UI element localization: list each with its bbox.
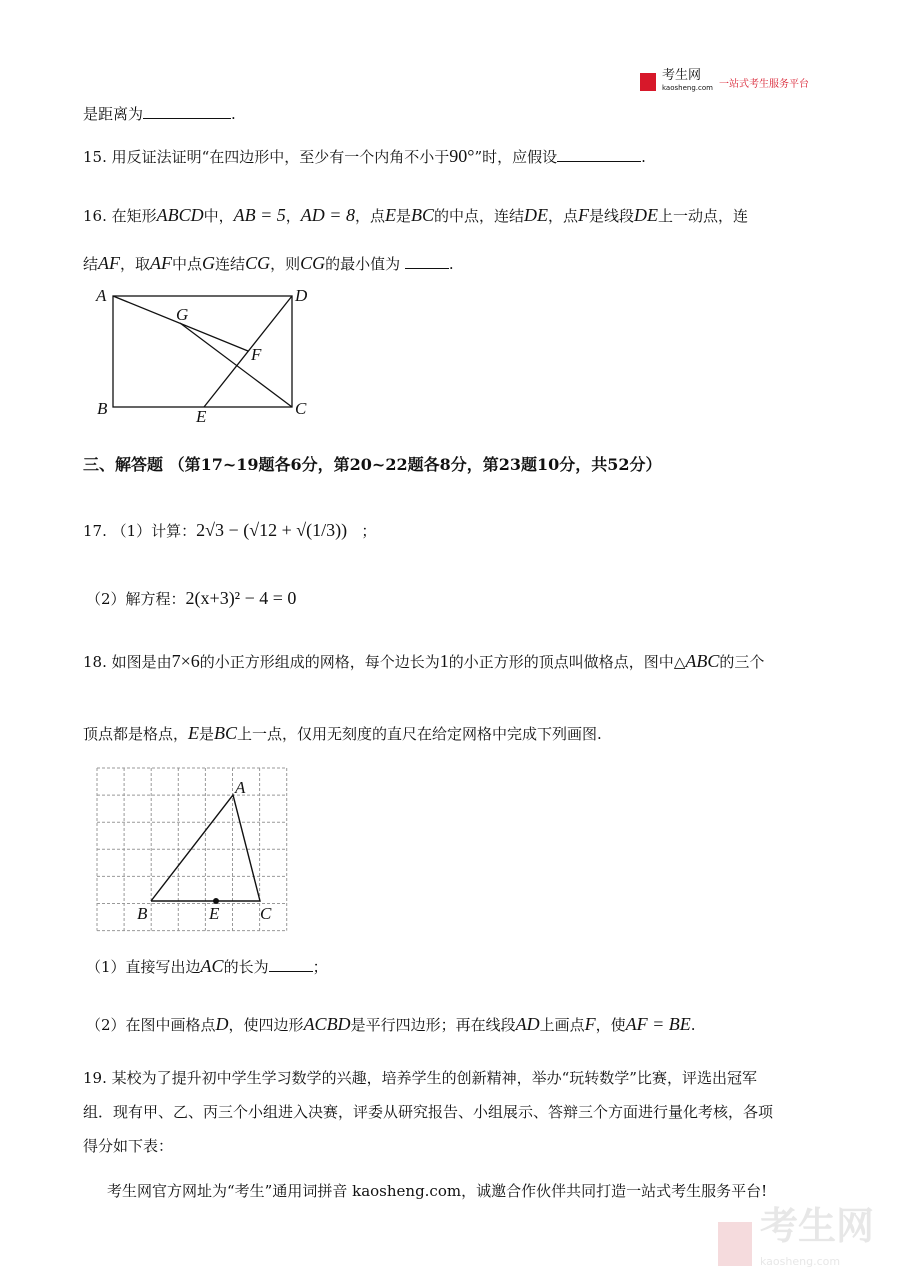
text: ，点 — [354, 207, 385, 225]
text: 上画点 — [539, 1016, 585, 1034]
text: 的小正方形的顶点叫做格点，图中 — [448, 653, 674, 671]
rectangle-labels — [95, 286, 308, 426]
text: 上一点，仅用无刻度的直尺在给定网格中完成下列画图. — [237, 725, 602, 743]
math-expression: 2√3 − (√12 + √(1/3)) — [196, 520, 348, 540]
text: ，取 — [120, 255, 151, 273]
text: 18. 如图是由 — [83, 653, 172, 671]
label-a: A — [235, 778, 246, 797]
header-slogan: 一站式考生服务平台 — [718, 78, 809, 90]
math: 1 — [439, 651, 449, 671]
question-16-line2: 结AF，取AF中点G连结CG，则CG的最小值为 . — [83, 253, 454, 273]
label-c: C — [295, 399, 307, 418]
text: 中， — [203, 207, 234, 225]
label-e: E — [196, 407, 207, 426]
question-18-line2 — [83, 723, 602, 744]
text: （2）解方程： — [86, 590, 186, 608]
footer-note: 考生网官方网址为“考生”通用词拼音 kaosheng.com，诚邀合作伙伴共同打造一站式考生服务平台! — [107, 1182, 768, 1200]
label-f: F — [251, 345, 262, 364]
label-e: E — [209, 904, 220, 923]
math: BC — [214, 723, 238, 743]
label-b: B — [97, 399, 108, 418]
text: 是 — [199, 725, 215, 743]
text: 15. 用反证法证明“在四边形中，至少有一个内角不小于 — [83, 148, 450, 166]
math: AD = 8 — [300, 205, 355, 225]
text: ，则 — [270, 255, 301, 273]
math: ABC — [685, 651, 720, 671]
watermark-text: 考生网 — [760, 1204, 875, 1248]
kaosheng-watermark-icon — [718, 1222, 752, 1266]
text: ； — [361, 522, 377, 540]
question-19-line2: 组．现有甲、乙、丙三个小组进入决赛，评委从研究报告、小组展示、答辩三个方面进行量化考核，各项 — [83, 1103, 774, 1121]
brand-url: kaosheng.com — [662, 84, 713, 92]
math: 7×6 — [171, 651, 200, 671]
section-3-heading: 三、解答题 （第17~19题各6分，第20~22题各8分，第23题10分，共52分） — [83, 455, 662, 474]
text: 的最小值为 — [325, 255, 401, 273]
text: 的小正方形组成的网格，每个边长为 — [199, 653, 440, 671]
text: 的中点，连结 — [433, 207, 524, 225]
brand-name: 考生网 — [662, 68, 702, 83]
question-17-part1 — [83, 520, 376, 541]
text: 的三个 — [719, 653, 765, 671]
text: ，使四边形 — [228, 1016, 304, 1034]
watermark-url: kaosheng.com — [760, 1255, 841, 1268]
question-19-line1: 19. 某校为了提升初中学生学习数学的兴趣，培养学生的创新精神，举办“玩转数学”比赛，评选出冠军 — [83, 1069, 757, 1087]
math-expression: 2(x+3)² − 4 = 0 — [185, 588, 297, 608]
math: E — [188, 723, 200, 743]
text: 是 — [395, 207, 411, 225]
text: 连结 — [215, 255, 246, 273]
line-distance: 是距离为 . — [83, 105, 236, 123]
text: 是线段 — [589, 207, 635, 225]
label-c: C — [260, 904, 272, 923]
label-a: A — [96, 286, 107, 305]
math: AD — [515, 1014, 540, 1034]
text: 是距离为 — [83, 105, 144, 123]
text: ； — [312, 958, 328, 976]
math: F — [584, 1014, 596, 1034]
question-18-sub1 — [86, 956, 328, 977]
label-b: B — [137, 904, 148, 923]
text: ，使 — [595, 1016, 626, 1034]
math: AF = BE — [625, 1014, 691, 1034]
text: （1）直接写出边 — [86, 958, 201, 976]
text: ”时，应假设 — [474, 148, 558, 166]
label-d: D — [295, 286, 308, 305]
text: （2）在图中画格点 — [86, 1016, 216, 1034]
question-19-line3: 得分如下表： — [83, 1137, 174, 1155]
text: ，点 — [548, 207, 579, 225]
text: 结 — [83, 255, 99, 273]
math: 90° — [449, 146, 475, 166]
text: 17. （1）计算： — [83, 522, 197, 540]
question-17-part2 — [86, 588, 296, 609]
text: 是平行四边形；再在线段 — [350, 1016, 516, 1034]
text: 的长为 — [223, 958, 269, 976]
answer-blank — [269, 957, 313, 972]
question-18-line1: 18. 如图是由7×6的小正方形组成的网格，每个边长为1的小正方形的顶点叫做格点，图中△ABC的三个 — [83, 651, 765, 671]
math: AC — [200, 956, 224, 976]
text: 顶点都是格点， — [83, 725, 189, 743]
watermark — [718, 1204, 875, 1273]
math: D — [215, 1014, 229, 1034]
label-g: G — [176, 305, 189, 324]
text: 中点 — [172, 255, 203, 273]
question-15: 15. 用反证法证明“在四边形中，至少有一个内角不小于90°”时，应假设 . — [83, 146, 646, 166]
text: 16. 在矩形 — [83, 207, 157, 225]
question-16-line1: 16. 在矩形ABCD中，AB = 5，AD = 8，点E是BC的中点，连结DE，点F是线段DE上一动点，连 — [83, 205, 749, 225]
math: ACBD — [303, 1014, 351, 1034]
rectangle-figure — [113, 296, 292, 407]
question-18-sub2: （2）在图中画格点D，使四边形ACBD是平行四边形；再在线段AD上画点F，使AF = BE. — [86, 1014, 696, 1034]
math: AB = 5 — [233, 205, 286, 225]
text: 上一动点，连 — [658, 207, 749, 225]
